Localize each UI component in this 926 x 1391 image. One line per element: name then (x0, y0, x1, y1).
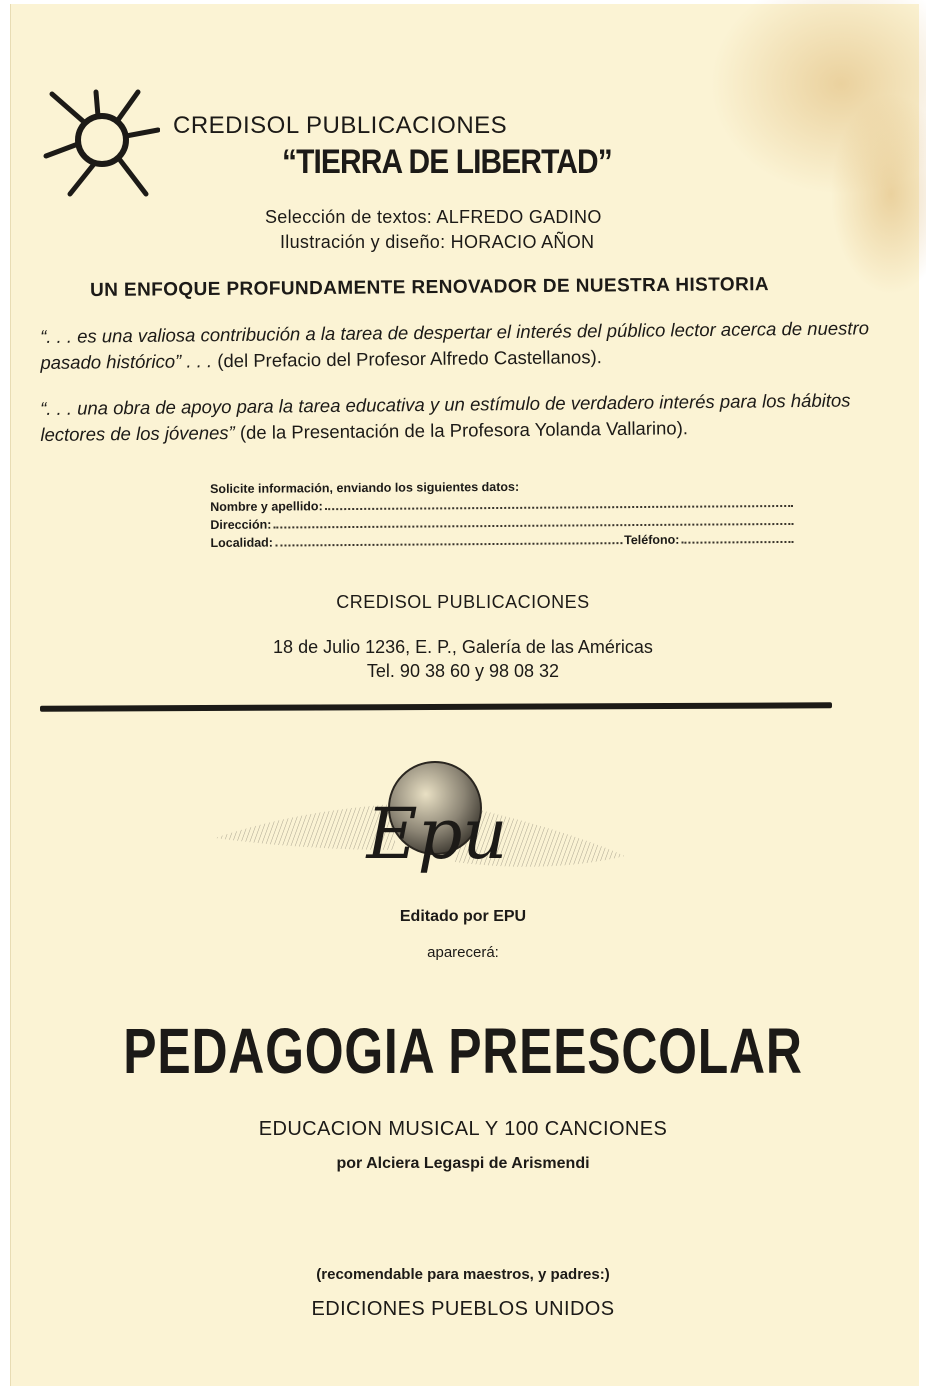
phone-field[interactable] (681, 541, 793, 544)
book-subtitle: EDUCACION MUSICAL Y 100 CANCIONES (258, 1118, 668, 1140)
locality-field[interactable] (275, 542, 622, 546)
epu-logo-text: Epu (366, 793, 508, 875)
quote-prefacio (40, 315, 900, 376)
phone-label: Teléfono: (624, 532, 680, 548)
address-label: Dirección: (210, 517, 272, 532)
collection-title: “TIERRA DE LIBERTAD” (282, 143, 612, 181)
selection-credit: Selección de textos: ALFREDO GADINO (265, 207, 602, 227)
quote-text: “. . . una obra de apoyo para la tarea educativa y un estímulo de verdadero interés para los hábitos lectores de los jóvenes” (40, 389, 851, 445)
quote-source: (del Prefacio del Profesor Alfredo Castellanos). (212, 346, 602, 372)
recommendation-note: (recomendable para maestros, y padres:) (316, 1266, 610, 1283)
illustration-credit: Ilustración y diseño: HORACIO AÑON (280, 232, 595, 252)
contact-publisher: CREDISOL PUBLICACIONES (336, 592, 590, 612)
tagline: UN ENFOQUE PROFUNDAMENTE RENOVADOR DE NUESTRA HISTORIA (90, 274, 770, 301)
locality-label: Localidad: (210, 535, 274, 550)
address-field[interactable] (273, 523, 793, 529)
quote-source: (de la Presentación de la Profesora Yolanda Vallarino). (234, 417, 689, 443)
contact-address: 18 de Julio 1236, E. P., Galería de las Américas (273, 637, 653, 657)
sun-logo-icon (40, 86, 160, 202)
info-request-form (210, 476, 795, 552)
book-title: PEDAGOGIA PREESCOLAR (123, 1015, 803, 1087)
appears-label: aparecerá: (427, 944, 499, 961)
quote-presentacion (40, 387, 900, 448)
book-author: por Alciera Legaspi de Arismendi (336, 1155, 590, 1172)
name-field[interactable] (325, 505, 793, 510)
publisher-name: CREDISOL PUBLICACIONES (173, 112, 508, 139)
imprint: EDICIONES PUEBLOS UNIDOS (311, 1298, 615, 1320)
quote-text: “. . . es una valiosa contribución a la tarea de despertar el interés del público lector acerca de nuestro pasado histórico” . . . (40, 317, 870, 373)
epu-globe-logo-icon (215, 738, 635, 898)
name-label: Nombre y apellido: (210, 499, 323, 514)
form-intro-text: Solicite información, enviando los siguientes datos: (210, 479, 520, 496)
contact-phone: Tel. 90 38 60 y 98 08 32 (366, 661, 560, 681)
edited-by: Editado por EPU (399, 908, 527, 925)
